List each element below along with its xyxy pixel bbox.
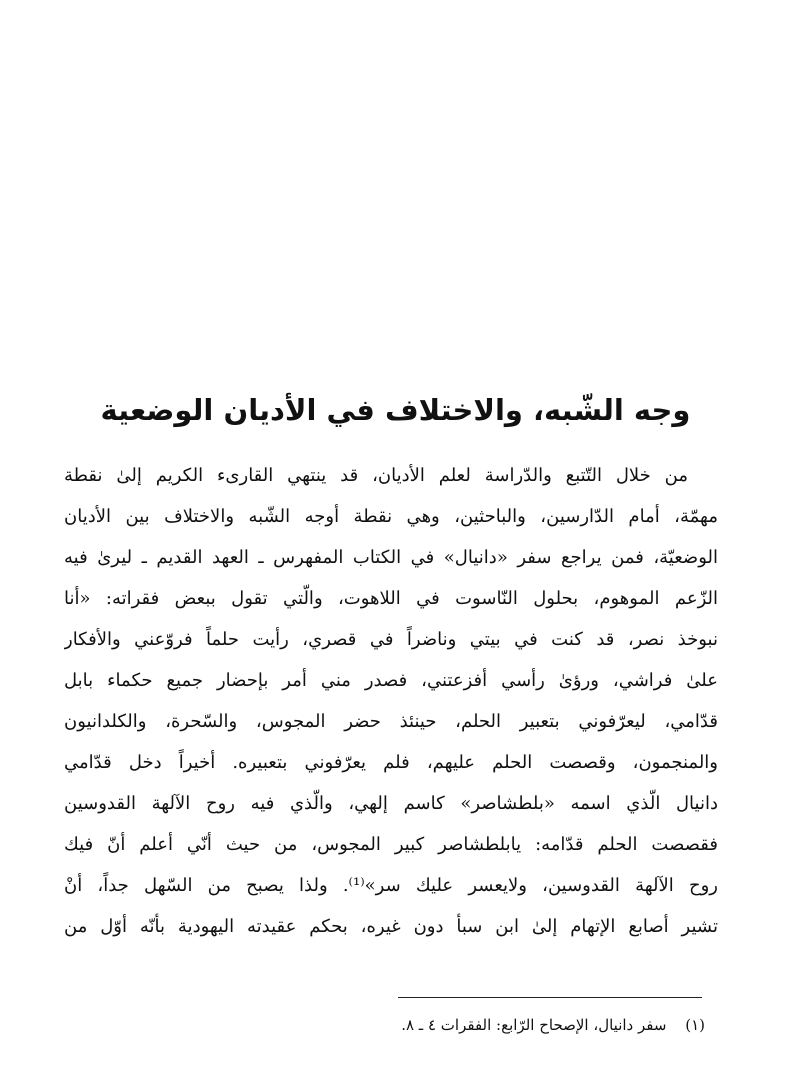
- chapter-title: وجه الشّبه، والاختلاف في الأديان الوضعية: [100, 393, 691, 427]
- text-line: الوضعيّة، فمن يراجع سفر «دانيال» في الكتاب المفهرس ـ العهد القديم ـ ليرىٰ فيه: [64, 547, 718, 568]
- text-line: نبوخذ نصر، قد كنت في بيتي وناضراً في قصري، رأيت حلماً فروّعني والأفكار: [64, 629, 718, 650]
- text-line: قدّامي، ليعرّفوني بتعبير الحلم، حينئذ حضر المجوس، والسّحرة، والكلدانيون: [64, 711, 718, 732]
- text-line: دانيال الّذي اسمه «بلطشاصر» كاسم إلهي، والّذي فيه روح الآلهة القدوسين: [64, 793, 718, 814]
- text-line: فقصصت الحلم قدّامه: يابلطشاصر كبير المجوس، من حيث أنّي أعلم أنّ فيك: [64, 834, 718, 855]
- text-line: روح الآلهة القدوسين، ولايعسر عليك سر»⁽¹⁾. ولذا يصبح من السّهل جداً، أنْ: [64, 875, 718, 896]
- text-line: الزّعم الموهوم، بحلول النّاسوت في اللاهوت، والّتي تقول ببعض فقراته: «أنا: [64, 588, 718, 609]
- footnote-marker: (١): [685, 1016, 705, 1034]
- footnote: [225, 1013, 705, 1037]
- text-line: والمنجمون، وقصصت الحلم عليهم، فلم يعرّفوني بتعبيره. أخيراً دخل قدّامي: [64, 752, 718, 773]
- text-line: من خلال التّتبع والدّراسة لعلم الأديان، قد ينتهي القارىء الكريم إلىٰ نقطة: [64, 465, 688, 486]
- text-line: علىٰ فراشي، ورؤىٰ رأسي أفزعتني، فصدر مني أمر بإحضار جميع حكماء بابل: [64, 670, 718, 691]
- footnote-text: سفر دانيال، الإصحاح الرّابع: الفقرات ٤ ـ ٨.: [401, 1016, 667, 1034]
- text-line: تشير أصابع الإتهام إلىٰ ابن سبأ دون غيره، بحكم عقيدته اليهودية بأنّه أوّل من: [64, 916, 718, 937]
- text-line: مهمّة، أمام الدّارسين، والباحثين، وهي نقطة أوجه الشّبه والاختلاف بين الأديان: [64, 506, 718, 527]
- footnote-divider: [398, 997, 702, 998]
- body-paragraph: [64, 455, 718, 947]
